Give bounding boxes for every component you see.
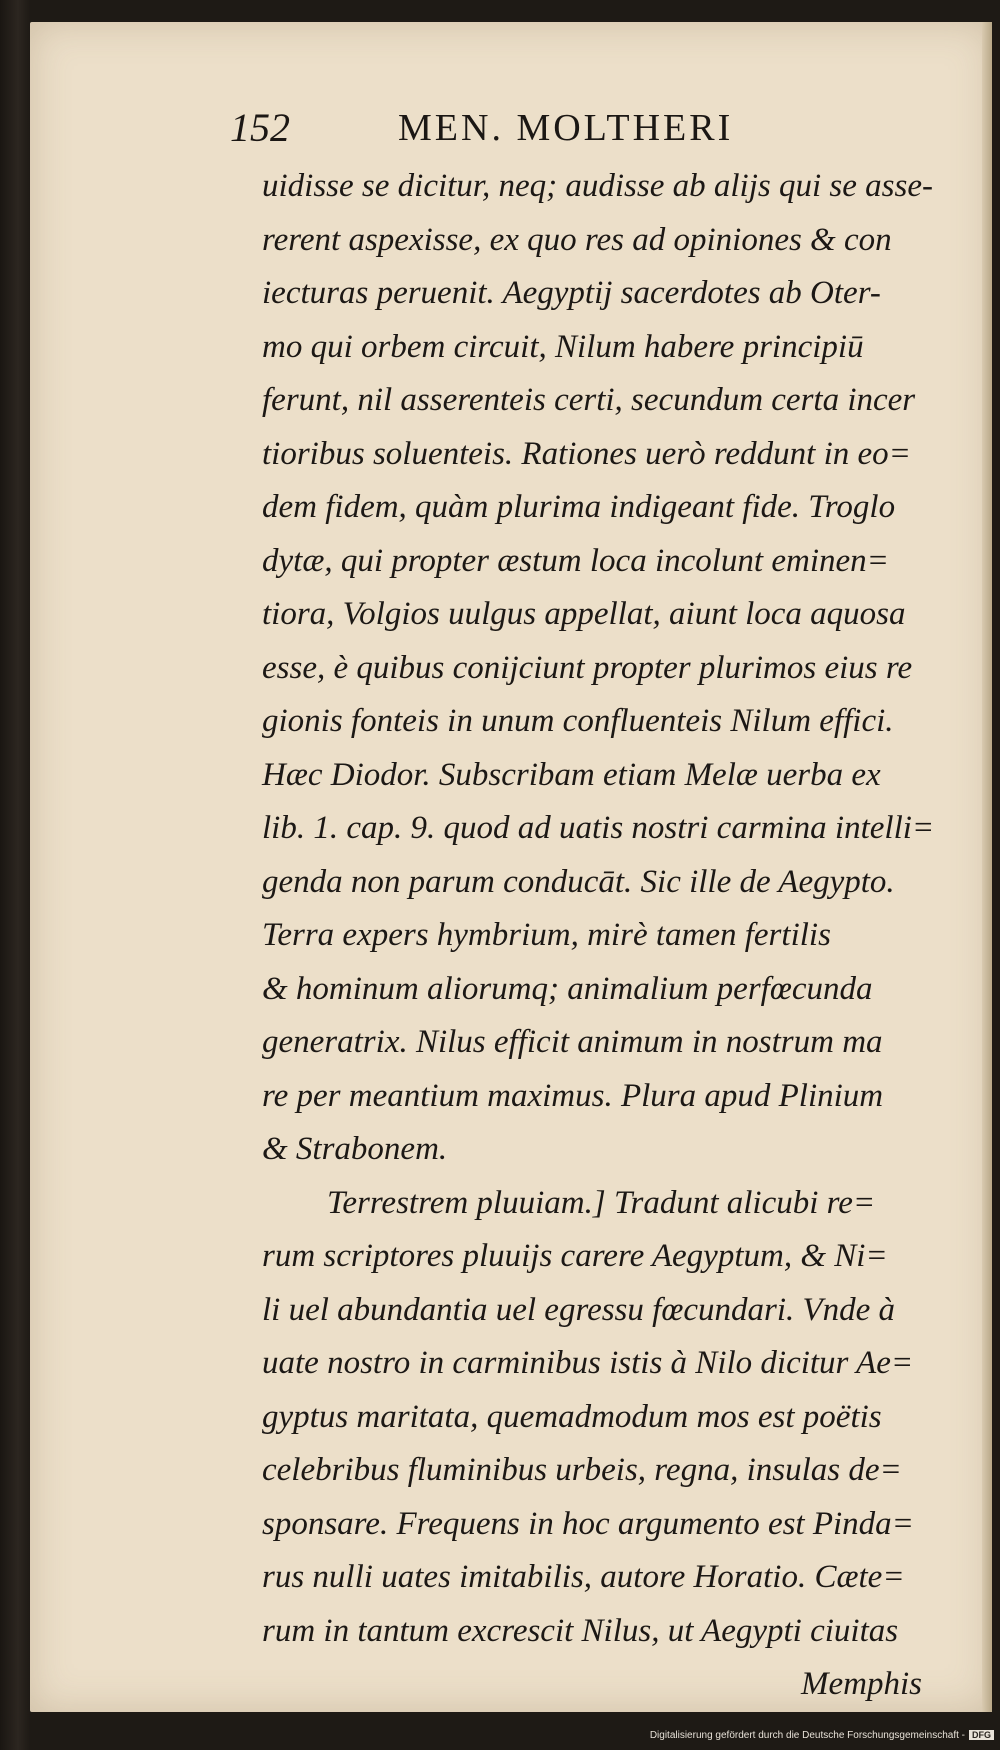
credit-text: Digitalisierung gefördert durch die Deutsche Forschungsgemeinschaft -: [649, 1730, 965, 1741]
text-line: lib. 1. cap. 9. quod ad uatis nostri carmina intelli=: [262, 810, 935, 846]
text-line: ferunt, nil asserenteis certi, secundum certa incer: [262, 382, 916, 418]
text-line: sponsare. Frequens in hoc argumento est Pinda=: [262, 1505, 914, 1542]
text-line: generatrix. Nilus efficit animum in nostrum ma: [262, 1024, 883, 1060]
text-line: re per meantium maximus. Plura apud Plinium: [262, 1077, 884, 1114]
text-line: celebribus fluminibus urbeis, regna, insulas de=: [262, 1452, 902, 1488]
running-head: MEN. MOLTHERI: [398, 107, 734, 149]
text-line: uidisse se dicitur, neq; audisse ab alijs qui se asse-: [262, 168, 933, 204]
text-line: genda non parum conducāt. Sic ille de Aegypto.: [262, 863, 895, 900]
text-line: rus nulli uates imitabilis, autore Horatio. Cæte=: [262, 1559, 905, 1595]
text-line: rerent aspexisse, ex quo res ad opiniones & con: [262, 221, 892, 258]
text-line: tiora, Volgios uulgus appellat, aiunt loca aquosa: [262, 596, 906, 632]
text-line: gionis fonteis in unum confluenteis Nilum effici.: [262, 703, 894, 739]
dfg-logo: DFG: [969, 1730, 994, 1740]
catchword: Memphis: [801, 1666, 922, 1702]
text-line: uate nostro in carminibus istis à Nilo dicitur Ae=: [262, 1345, 914, 1381]
text-line: dem fidem, quàm plurima indigeant fide. Troglo: [262, 489, 896, 525]
text-line: Terra expers hymbrium, mirè tamen fertilis: [262, 917, 831, 953]
text-line-lemma: Terrestrem pluuiam.] Tradunt alicubi re=: [327, 1184, 876, 1221]
text-line: & hominum aliorumq; animalium perfœcunda: [262, 970, 873, 1007]
text-line: gyptus maritata, quemadmodum mos est poëtis: [262, 1398, 882, 1435]
text-line: dytæ, qui propter æstum loca incolunt eminen=: [262, 542, 889, 579]
page-number: 152: [230, 105, 290, 150]
text-line: tioribus soluenteis. Rationes uerò reddunt in eo=: [262, 435, 911, 472]
text-line: li uel abundantia uel egressu fœcundari. Vnde à: [262, 1291, 896, 1328]
text-line: esse, è quibus conijciunt propter plurimos eius re: [262, 649, 913, 686]
digitization-credit: [650, 1730, 994, 1741]
text-line: rum scriptores pluuijs carere Aegyptum, & Ni=: [262, 1238, 888, 1274]
text-line: & Strabonem.: [262, 1131, 448, 1167]
text-line: iecturas peruenit. Aegyptij sacerdotes ab Oter-: [262, 275, 881, 311]
page-header: [230, 100, 850, 160]
text-line: rum in tantum excrescit Nilus, ut Aegypti ciuitas: [262, 1612, 899, 1649]
text-line: mo qui orbem circuit, Nilum habere principiū: [262, 328, 864, 365]
text-line: Hæc Diodor. Subscribam etiam Melæ uerba ex: [262, 756, 881, 793]
body-text: [262, 160, 962, 1712]
page-edge: [982, 22, 992, 1712]
